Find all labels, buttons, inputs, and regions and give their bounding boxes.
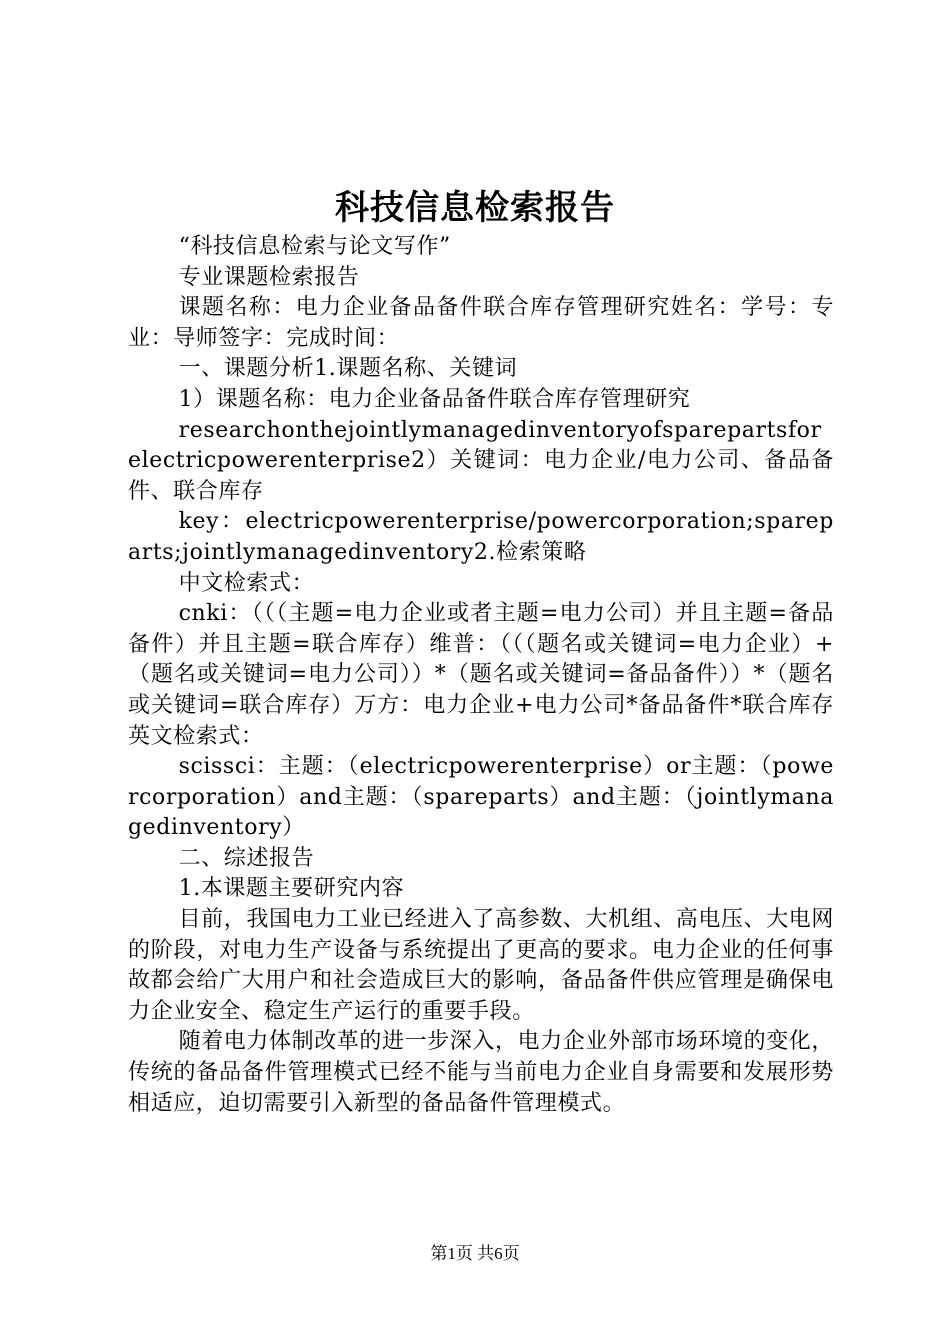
paragraph: 二、综述报告 bbox=[178, 845, 315, 871]
document-body bbox=[128, 232, 834, 1119]
paragraph: 课题名称：电力企业备品备件联合库存管理研究姓名：学号：专业：导师签字：完成时间： bbox=[128, 295, 834, 351]
paragraph: 中文检索式： bbox=[178, 570, 315, 596]
paragraph: 专业课题检索报告 bbox=[178, 264, 360, 290]
document-title: 科技信息检索报告 bbox=[335, 188, 615, 228]
paragraph: researchonthejointlymanagedinventoryofsparepartsforelectricpowerenterprise2）关键词：电力企业/电力公司、备品备件、联合库存 bbox=[128, 417, 834, 504]
paragraph: “科技信息检索与论文写作” bbox=[178, 234, 451, 259]
page-footer: 第1页 共6页 bbox=[430, 1244, 520, 1263]
paragraph: 目前，我国电力工业已经进入了高参数、大机组、高电压、大电网的阶段，对电力生产设备与系统提出了更高的要求。电力企业的任何事故都会给广大用户和社会造成巨大的影响，备品备件供应管理是确保电力企业安全、稳定生产运行的重要手段。 bbox=[128, 907, 834, 1024]
paragraph: 1.本课题主要研究内容 bbox=[178, 876, 405, 902]
paragraph: 1）课题名称：电力企业备品备件联合库存管理研究 bbox=[178, 386, 691, 412]
paragraph: 一、课题分析1.课题名称、关键词 bbox=[178, 356, 518, 382]
paragraph: cnki：（（（主题=电力企业或者主题=电力公司）并且主题=备品备件）并且主题=联合库存）维普：（（（题名或关键词=电力企业）+（题名或关键词=电力公司））*（题名或关键词=备品备件））*（题名或关键词=联合库存）万方：电力企业+电力公司*备品备件*联合库存英文检索式： bbox=[128, 601, 834, 749]
paragraph: 随着电力体制改革的进一步深入，电力企业外部市场环境的变化，传统的备品备件管理模式已经不能与当前电力企业自身需要和发展形势相适应，迫切需要引入新型的备品备件管理模式。 bbox=[128, 1029, 834, 1116]
paragraph: key：electricpowerenterprise/powercorporation;spareparts;jointlymanagedinventory2.检索策略 bbox=[128, 509, 834, 565]
paragraph: scissci：主题：（electricpowerenterprise）or主题：（powercorporation）and主题：（spareparts）and主题：（jointlymanagedinventory） bbox=[128, 754, 834, 841]
